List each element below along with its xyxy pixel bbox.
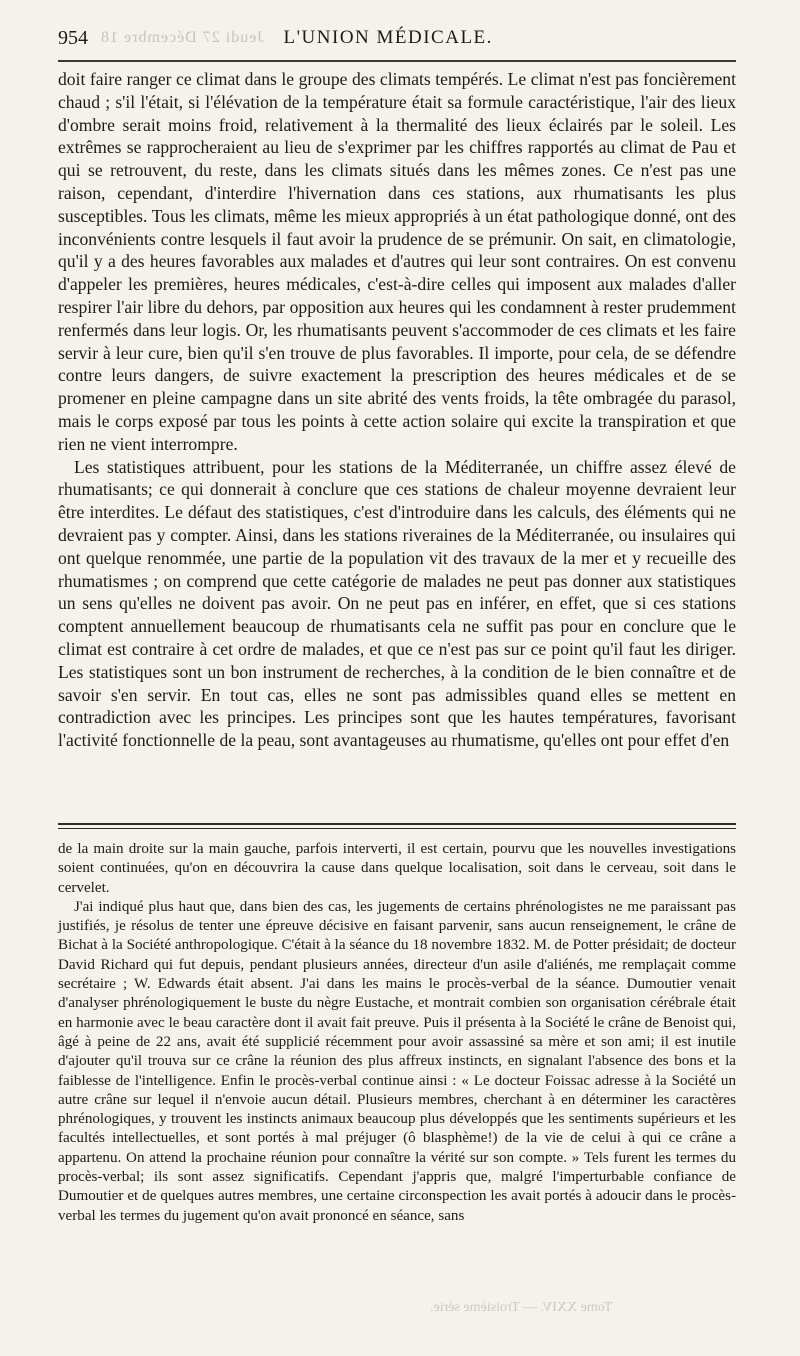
feuilleton-separator [58,823,736,829]
article-paragraph: doit faire ranger ce climat dans le groupe des climats tempérés. Le climat n'est pas foncièrement chaud ; s'il l'était, si l'élévation de la température était sa formule caractéristique, l'air des lieux d'ombre serait moins froid, relativement à la thermalité des lieux éclairés par le soleil. Les extrêmes se rapprocheraient au lieu de s'exprimer par les chiffres rapportés au climat de Pau et qui se retrouvent, du reste, dans les climats situés dans les mêmes zones. Ce n'est pas une raison, cependant, d'interdire l'hivernation dans ces stations, aux rhumatisants les plus susceptibles. Tous les climats, même les mieux appropriés à un état pathologique donné, ont des inconvénients contre lesquels il faut avoir la prudence de se prémunir. On sait, en climatologie, qu'il y a des heures favorables aux malades et d'autres qui leur sont contraires. On est convenu d'appeler les premières, heures médicales, c'est-à-dire celles qui imposent aux malades d'aller respirer l'air libre du dehors, par opposition aux heures qui les condamnent à rester prudemment renfermés dans leur logis. Or, les rhumatisants peuvent s'accommoder de ces climats et les faire servir à leur cure, bien qu'il s'en trouve de plus favorables. Il importe, pour cela, de se défendre contre leurs dangers, de suivre exactement la prescription des heures médicales et de se promener en pleine campagne dans un site abrité des vents froids, la tête ombragée du parasol, mais le corps exposé par tous les points à cette action solaire qui excite la transpiration et que rien ne vient interrompre. [58,69,736,454]
feuilleton-paragraph: de la main droite sur la main gauche, parfois interverti, il est certain, pourvu que les nouvelles investigations soient continuées, qu'on en découvrira la cause dans quelque localisation, soit dans le cerveau, soit dans le cervelet. [58,841,736,896]
show-through-footer: Tome XXIV. — Troisième série. [430,1300,613,1315]
show-through-text: Jeudi 27 Décembre 18 [100,29,264,46]
article-paragraph: Les statistiques attribuent, pour les stations de la Méditerranée, un chiffre assez élevé de rhumatisants; ce qui donnerait à conclure que ces stations de chaleur moyenne devraient leur être interdites. Le défaut des statistiques, c'est d'introduire dans les calculs, des éléments qui ne devraient pas y compter. Ainsi, dans les stations riveraines de la Méditerranée, ou insulaires qui ont quelque renommée, une partie de la population vit des travaux de la mer et y recueille des rhumatismes ; on comprend que cette catégorie de malades ne peut pas donner aux statistiques un sens qu'elles ne doivent pas avoir. On ne peut pas en inférer, en effet, que si ces stations comptent annuellement beaucoup de rhumatisants cela ne suffit pas pour en conclure que le climat est contraire à cet ordre de malades, et que ce n'est pas sur ce point qu'il faut les diriger. Les statistiques sont un bon instrument de recherches, à la condition de le bien connaître et de savoir s'en servir. En tout cas, elles ne sont pas admissibles quand elles se mettent en contradiction avec les principes. Les principes sont que les hautes températures, favorisant l'activité fonctionnelle de la peau, sont avantageuses au rhumatisme, qu'elles ont pour effet d'en [58,456,736,751]
journal-title: L'UNION MÉDICALE. [283,27,493,48]
feuilleton-body [58,840,736,1226]
feuilleton-paragraph: J'ai indiqué plus haut que, dans bien des cas, les jugements de certains phrénologistes ne me paraissant pas justifiés, je résolus de tenter une épreuve décisive en faisant parvenir, sans aucun renseignement, le crâne de Bichat à la Société anthropologique. C'était à la séance du 18 novembre 1832. M. de Potter présidait; de docteur David Richard qui fut depuis, pendant plusieurs années, directeur d'un asile d'aliénés, me remplaçait comme secrétaire ; W. Edwards était absent. J'ai dans les mains le procès-verbal de la séance. Dumoutier venait d'analyser phrénologiquement le buste du nègre Eustache, et montrait combien son organisation cérébrale était en harmonie avec le beau caractère dont il avait fait preuve. Puis il présenta à la Société le crâne de Benoist qui, âgé à peine de 22 ans, avait été supplicié récemment pour avoir assassiné sa mère et son ami; il est inutile d'ajouter qu'il trouva sur ce crâne la réunion des plus affreux instincts, en signalant l'absence des bons et la faiblesse de l'intelligence. Enfin le procès-verbal continue ainsi : « Le docteur Foissac adresse à la Société un autre crâne sur lequel il n'envoie aucun détail. Plusieurs membres, cherchant à en déterminer les caractères phrénologiques, y trouvent les instincts animaux beaucoup plus développés que les sentiments supérieurs et les facultés intellectuelles, et sont portés à mal préjuger (ô blasphème!) de la vie de celui à qui ce crâne a appartenu. On attend la prochaine réunion pour connaître la vérité sur son compte. » Tels furent les termes du procès-verbal; ils sont assez significatifs. Cependant j'appris que, malgré l'imperturbable confiance de Dumoutier et de quelques autres membres, une certaine circonspection les avait portés à adoucir dans le procès-verbal les termes du jugement qu'on avait prononcé en séance, sans [58,898,736,1224]
article-body [58,68,736,752]
running-head [58,22,738,54]
header-rule [58,60,736,62]
page-number: 954 [58,26,88,49]
